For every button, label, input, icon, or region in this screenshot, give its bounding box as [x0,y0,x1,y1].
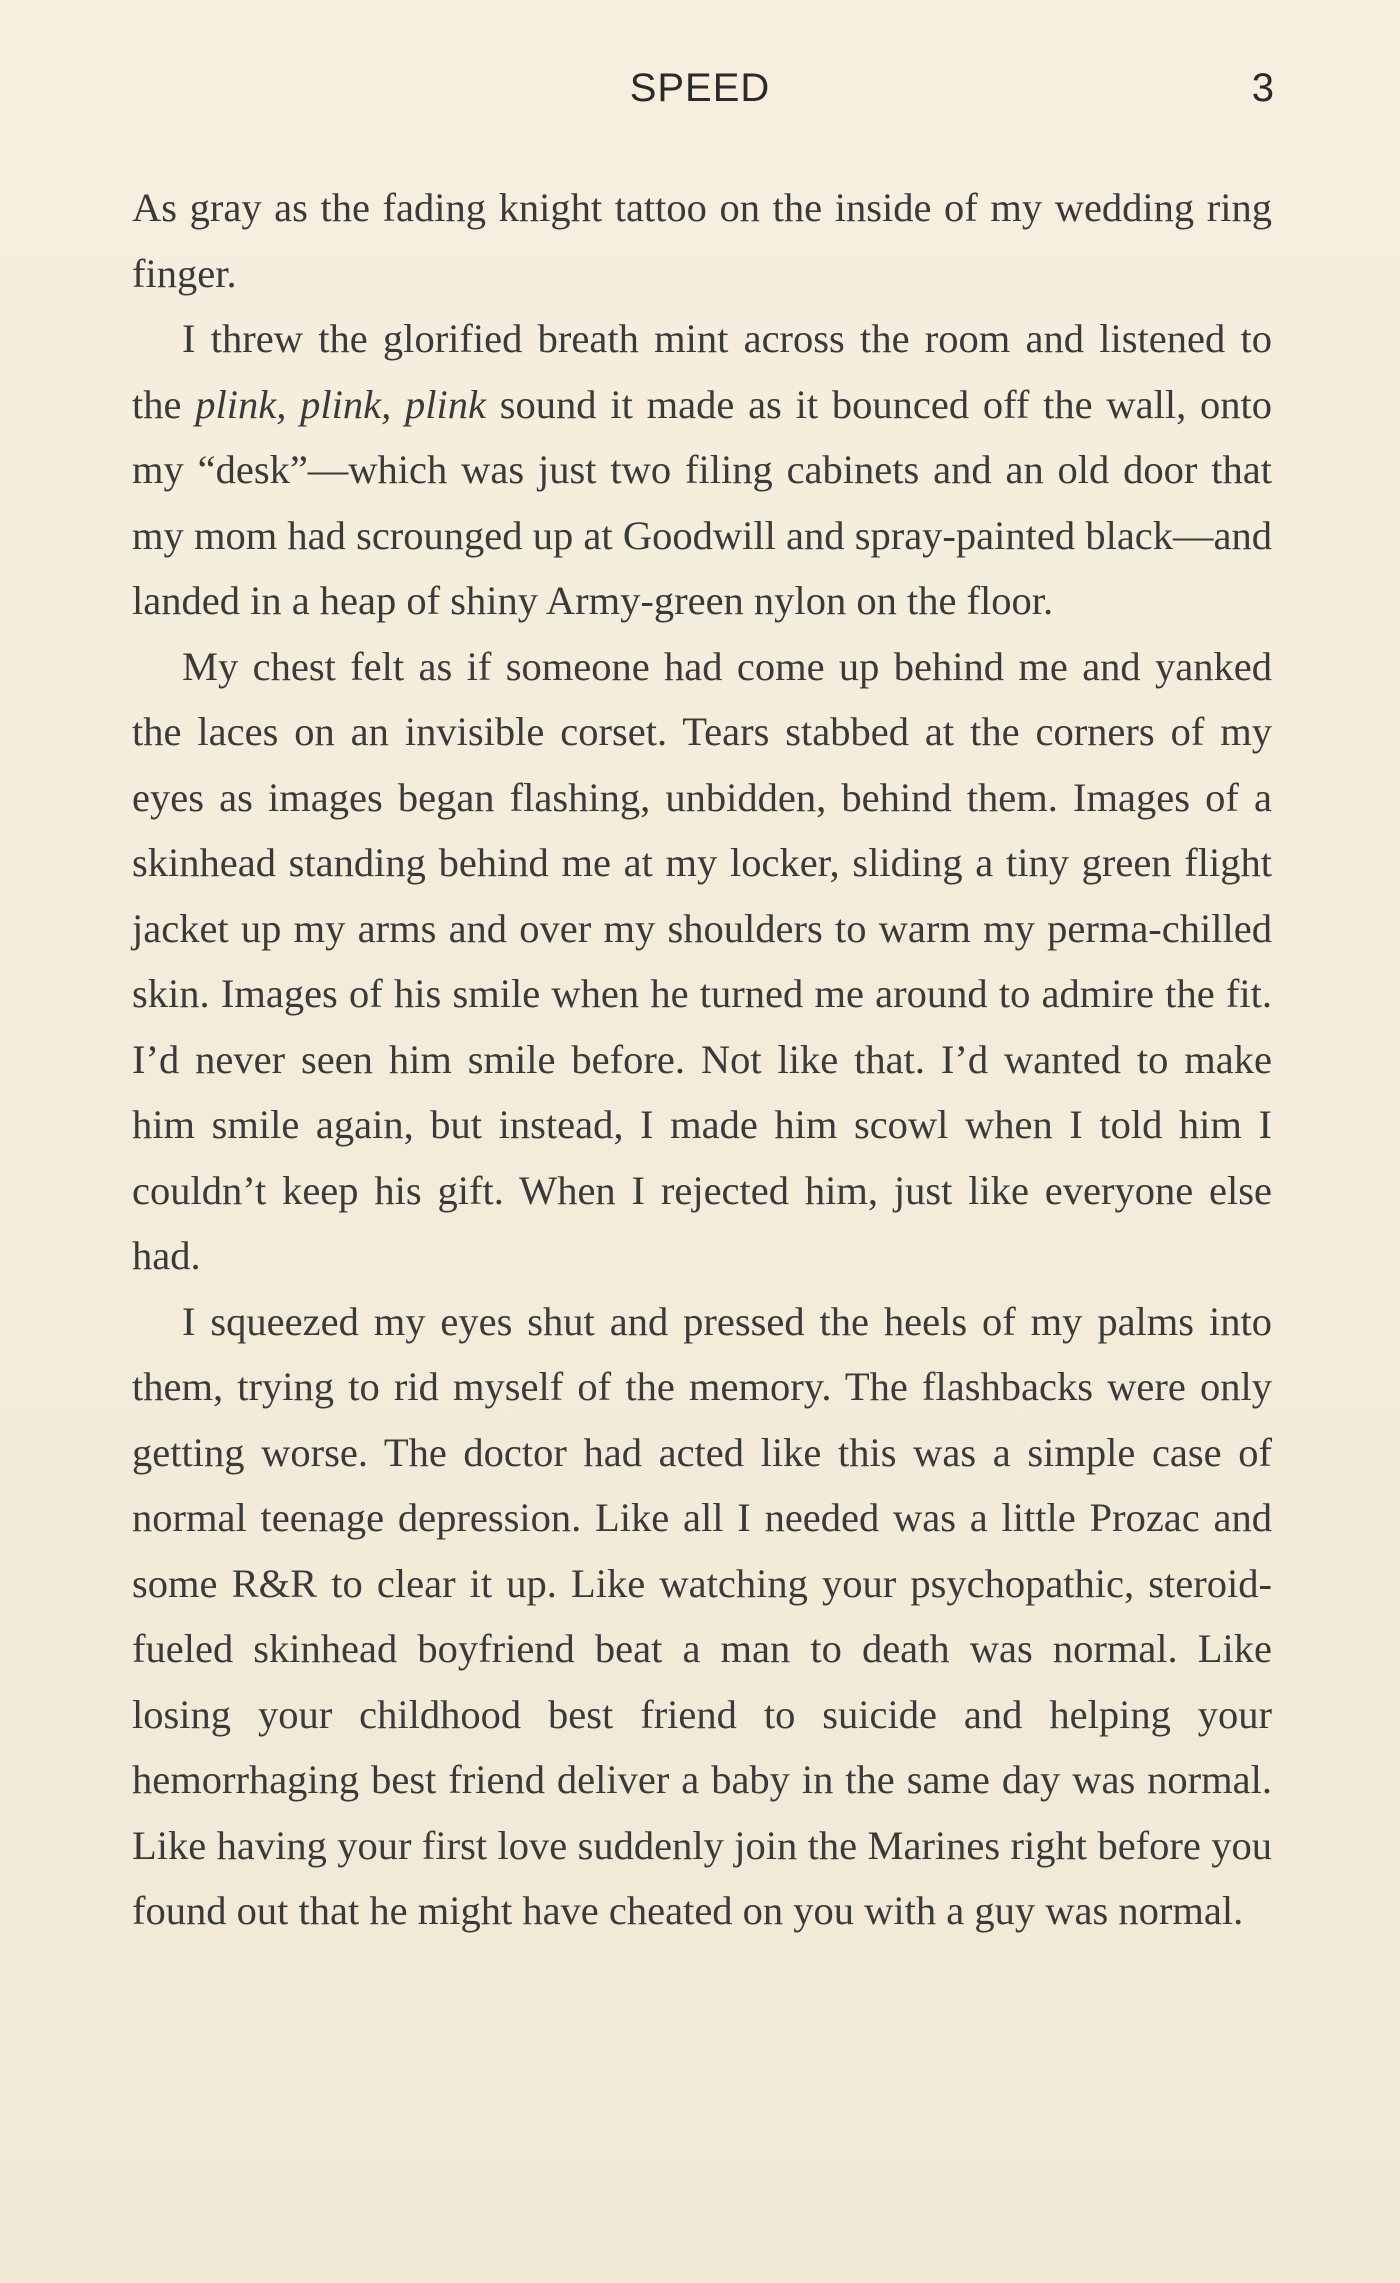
paragraph-3-text: My chest felt as if someone had come up behind me and yanked the laces on an invisible corset. Tears stabbed at the corners of my eyes as images began flashing, unbidden, behind them. Images of a skinhead standing behind me at my locker, sliding a tiny green flight jacket up my arms and over my shoulders to warm my perma-chilled skin. Images of his smile when he turned me around to admire the fit. I’d never seen him smile before. Not like that. I’d wanted to make him smile again, but instead, I made him scowl when I told him I couldn’t keep his gift. When I rejected him, just like everyone else had. [132,643,1272,1278]
paragraph-1-text: As gray as the fading knight tattoo on the inside of my wedding ring finger. [132,185,1272,296]
paragraph-2-text-a: I threw the glorified breath mint across the room and listened to the [132,316,1272,427]
paragraph-3 [132,634,1272,1289]
paragraph-4-text: I squeezed my eyes shut and pressed the heels of my palms into them, trying to rid myself of the memory. The flashbacks were only getting worse. The doctor had acted like this was a simple case of normal teenage depression. Like all I needed was a little Prozac and some R&R to clear it up. Like watching your psychopathic, steroid-fueled skinhead boyfriend beat a man to death was normal. Like losing your childhood best friend to suicide and helping your hemorrhaging best friend deliver a baby in the same day was normal. Like having your first love suddenly join the Marines right before you found out that he might have cheated on you with a guy was normal. [132,1298,1272,1933]
running-head [0,66,1400,118]
paragraph-2-italic-sound: plink, plink, plink [195,381,487,427]
page-number: 3 [1251,66,1274,110]
paragraph-2-text-b: sound it made as it bounced off the wall, onto my “desk”—which was just two filing cabinets and an old door that my mom had scrounged up at Goodwill and spray-painted black—and landed in a heap of shiny Army-green nylon on the floor. [132,381,1272,623]
paragraph-4 [132,1289,1272,1944]
paragraph-2 [132,306,1272,634]
running-title: SPEED [629,66,771,110]
paragraph-1 [132,175,1272,306]
body-text [132,175,1272,1944]
